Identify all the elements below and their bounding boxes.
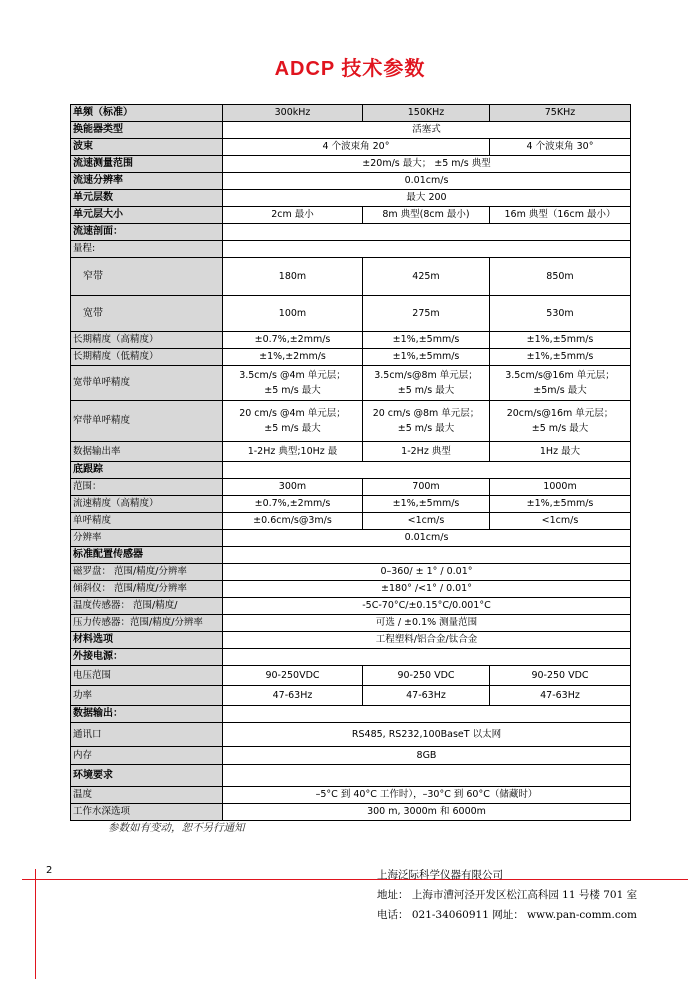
footnote: 参数如有变动，恕不另行通知 xyxy=(108,822,245,834)
row-label: 通讯口 xyxy=(71,723,223,747)
cell-value: 1-2Hz 典型;10Hz 最 xyxy=(223,442,363,462)
section-label: 流速剖面： xyxy=(71,224,223,241)
cell-value: 150KHz xyxy=(363,105,490,122)
cell-value: 4 个波束角 30° xyxy=(490,139,631,156)
cell-empty xyxy=(223,224,631,241)
cell-value: 1Hz 最大 xyxy=(490,442,631,462)
table-row xyxy=(71,496,631,513)
row-label: 宽带 xyxy=(71,296,223,332)
row-label: 压力传感器：范围/精度/分辨率 xyxy=(71,615,223,632)
row-label: 单元层数 xyxy=(71,190,223,207)
cell-value: RS485, RS232,100BaseT 以太网 xyxy=(223,723,631,747)
cell-empty xyxy=(223,765,631,787)
row-label: 分辨率 xyxy=(71,530,223,547)
row-label: 流速测量范围 xyxy=(71,156,223,173)
table-row xyxy=(71,686,631,706)
table-row xyxy=(71,349,631,366)
company-info xyxy=(377,865,637,925)
cell-value: ±1%,±5mm/s xyxy=(363,349,490,366)
row-label: 倾斜仪： 范围/精度/分辨率 xyxy=(71,581,223,598)
cell-value: 8m 典型(8cm 最小) xyxy=(363,207,490,224)
table-row xyxy=(71,723,631,747)
page-number: 2 xyxy=(46,865,53,876)
company-contact: 电话： 021-34060911 网址： www.pan-comm.com xyxy=(377,909,638,921)
cell-value: ±1%,±5mm/s xyxy=(363,496,490,513)
row-label: 长期精度（低精度） xyxy=(71,349,223,366)
cell-value: 0.01cm/s xyxy=(223,173,631,190)
section-label: 外接电源： xyxy=(71,649,223,666)
row-label: 宽带单呼精度 xyxy=(71,366,223,401)
cell-value: 75KHz xyxy=(490,105,631,122)
table-row xyxy=(71,224,631,241)
cell-value: 100m xyxy=(223,296,363,332)
row-label: 材料选项 xyxy=(71,632,223,649)
cell-value: 16m 典型（16cm 最小） xyxy=(490,207,631,224)
cell-empty xyxy=(223,462,631,479)
table-row xyxy=(71,547,631,564)
row-label: 窄带单呼精度 xyxy=(71,401,223,442)
table-row xyxy=(71,207,631,224)
row-label: 磁罗盘： 范围/精度/分辨率 xyxy=(71,564,223,581)
table-row xyxy=(71,666,631,686)
cell-value: <1cm/s xyxy=(490,513,631,530)
table-row xyxy=(71,581,631,598)
cell-value: 47-63Hz xyxy=(223,686,363,706)
cell-value xyxy=(363,366,490,401)
cell-value: ±1%,±5mm/s xyxy=(490,496,631,513)
cell-value xyxy=(363,401,490,442)
row-label: 功率 xyxy=(71,686,223,706)
section-label: 数据输出： xyxy=(71,706,223,723)
cell-value: 180m xyxy=(223,258,363,296)
table-row xyxy=(71,442,631,462)
cell-empty xyxy=(223,649,631,666)
cell-value: 425m xyxy=(363,258,490,296)
cell-value: 工程塑料/铝合金/钛合金 xyxy=(223,632,631,649)
table-row xyxy=(71,615,631,632)
table-row xyxy=(71,530,631,547)
cell-value: 700m xyxy=(363,479,490,496)
row-label: 换能器类型 xyxy=(71,122,223,139)
section-label: 标准配置传感器 xyxy=(71,547,223,564)
row-label: 电压范围 xyxy=(71,666,223,686)
cell-value: ±1%,±2mm/s xyxy=(223,349,363,366)
cell-value: ±1%,±5mm/s xyxy=(363,332,490,349)
row-label: 内存 xyxy=(71,747,223,765)
table-row xyxy=(71,156,631,173)
row-label: 长期精度（高精度） xyxy=(71,332,223,349)
cell-line: ±5 m/s 最大 xyxy=(264,385,321,396)
cell-value: –5°C 到 40°C 工作时），–30°C 到 60°C（储藏时） xyxy=(223,787,631,804)
table-row xyxy=(71,241,631,258)
cell-value: 47-63Hz xyxy=(363,686,490,706)
cell-value: 0–360/ ± 1° / 0.01° xyxy=(223,564,631,581)
cell-value: 4 个波束角 20° xyxy=(223,139,490,156)
row-label: 波束 xyxy=(71,139,223,156)
row-label: 窄带 xyxy=(71,258,223,296)
section-label: 底跟踪 xyxy=(71,462,223,479)
cell-value: ±20m/s 最大； ±5 m/s 典型 xyxy=(223,156,631,173)
cell-value: 90-250VDC xyxy=(223,666,363,686)
row-label: 量程: xyxy=(71,241,223,258)
table-row xyxy=(71,804,631,821)
cell-value: 8GB xyxy=(223,747,631,765)
cell-empty xyxy=(223,547,631,564)
cell-value: ±180° /<1° / 0.01° xyxy=(223,581,631,598)
table-row xyxy=(71,462,631,479)
cell-value: 300 m, 3000m 和 6000m xyxy=(223,804,631,821)
cell-line: ±5 m/s 最大 xyxy=(531,423,589,434)
table-row xyxy=(71,122,631,139)
row-label: 单元层大小 xyxy=(71,207,223,224)
cell-line: 3.5cm/s @4m 单元层； xyxy=(239,370,346,381)
cell-value: 可选 / ±0.1% 测量范围 xyxy=(223,615,631,632)
cell-value: 300kHz xyxy=(223,105,363,122)
table-row xyxy=(71,401,631,442)
cell-value: 275m xyxy=(363,296,490,332)
table-row xyxy=(71,332,631,349)
cell-value: 2cm 最小 xyxy=(223,207,363,224)
cell-value: ±1%,±5mm/s xyxy=(490,332,631,349)
table-row xyxy=(71,258,631,296)
cell-value: 300m xyxy=(223,479,363,496)
table-row xyxy=(71,190,631,207)
table-row xyxy=(71,139,631,156)
cell-value xyxy=(223,366,363,401)
row-label: 工作水深选项 xyxy=(71,804,223,821)
cell-value xyxy=(490,401,631,442)
cell-line: ±5 m/s 最大 xyxy=(397,385,455,396)
company-name: 上海泛际科学仪器有限公司 xyxy=(377,869,503,881)
row-label: 数据输出率 xyxy=(71,442,223,462)
table-row xyxy=(71,765,631,787)
table-row xyxy=(71,296,631,332)
table-row xyxy=(71,706,631,723)
cell-line: ±5 m/s 最大 xyxy=(264,423,321,434)
cell-line: ±5 m/s 最大 xyxy=(397,423,455,434)
table-row xyxy=(71,173,631,190)
cell-value: ±0.7%,±2mm/s xyxy=(223,332,363,349)
cell-value: ±0.7%,±2mm/s xyxy=(223,496,363,513)
cell-value: 1000m xyxy=(490,479,631,496)
table-row xyxy=(71,747,631,765)
cell-line: 20 cm/s @4m 单元层； xyxy=(239,408,346,419)
cell-line: 3.5cm/s@8m 单元层； xyxy=(374,370,478,381)
cell-line: ±5m/s 最大 xyxy=(533,385,587,396)
table-row xyxy=(71,513,631,530)
row-label: 流速分辨率 xyxy=(71,173,223,190)
row-label: 温度 xyxy=(71,787,223,804)
cell-value: 0.01cm/s xyxy=(223,530,631,547)
cell-value: 1-2Hz 典型 xyxy=(363,442,490,462)
cell-value: <1cm/s xyxy=(363,513,490,530)
table-row xyxy=(71,366,631,401)
section-label: 环境要求 xyxy=(71,765,223,787)
row-label: 单呼精度 xyxy=(71,513,223,530)
table-row xyxy=(71,649,631,666)
cell-value: 47-63Hz xyxy=(490,686,631,706)
spec-table xyxy=(70,104,631,821)
page-title: ADCP 技术参数 xyxy=(274,58,426,80)
cell-line: 3.5cm/s@16m 单元层； xyxy=(505,370,615,381)
cell-value: ±0.6cm/s@3m/s xyxy=(223,513,363,530)
table-row xyxy=(71,598,631,615)
row-label: 单频（标准） xyxy=(71,105,223,122)
table-row xyxy=(71,564,631,581)
cell-value: 850m xyxy=(490,258,631,296)
cell-line: 20cm/s@16m 单元层； xyxy=(506,408,614,419)
cell-value: 活塞式 xyxy=(223,122,631,139)
cell-value: 90-250 VDC xyxy=(490,666,631,686)
cell-value xyxy=(490,366,631,401)
cell-value: -5C-70°C/±0.15°C/0.001°C xyxy=(223,598,631,615)
cell-value: ±1%,±5mm/s xyxy=(490,349,631,366)
cell-value: 90-250 VDC xyxy=(363,666,490,686)
table-row xyxy=(71,787,631,804)
cell-value: 530m xyxy=(490,296,631,332)
cell-empty xyxy=(223,706,631,723)
footer-margin-line xyxy=(35,869,36,979)
cell-empty xyxy=(223,241,631,258)
company-address: 地址： 上海市漕河泾开发区松江高科园 11 号楼 701 室 xyxy=(377,889,638,901)
row-label: 范围： xyxy=(71,479,223,496)
table-row xyxy=(71,632,631,649)
row-label: 流速精度（高精度） xyxy=(71,496,223,513)
cell-value: 最大 200 xyxy=(223,190,631,207)
row-label: 温度传感器： 范围/精度/ xyxy=(71,598,223,615)
table-row xyxy=(71,105,631,122)
cell-value xyxy=(223,401,363,442)
cell-line: 20 cm/s @8m 单元层； xyxy=(372,408,480,419)
table-row xyxy=(71,479,631,496)
